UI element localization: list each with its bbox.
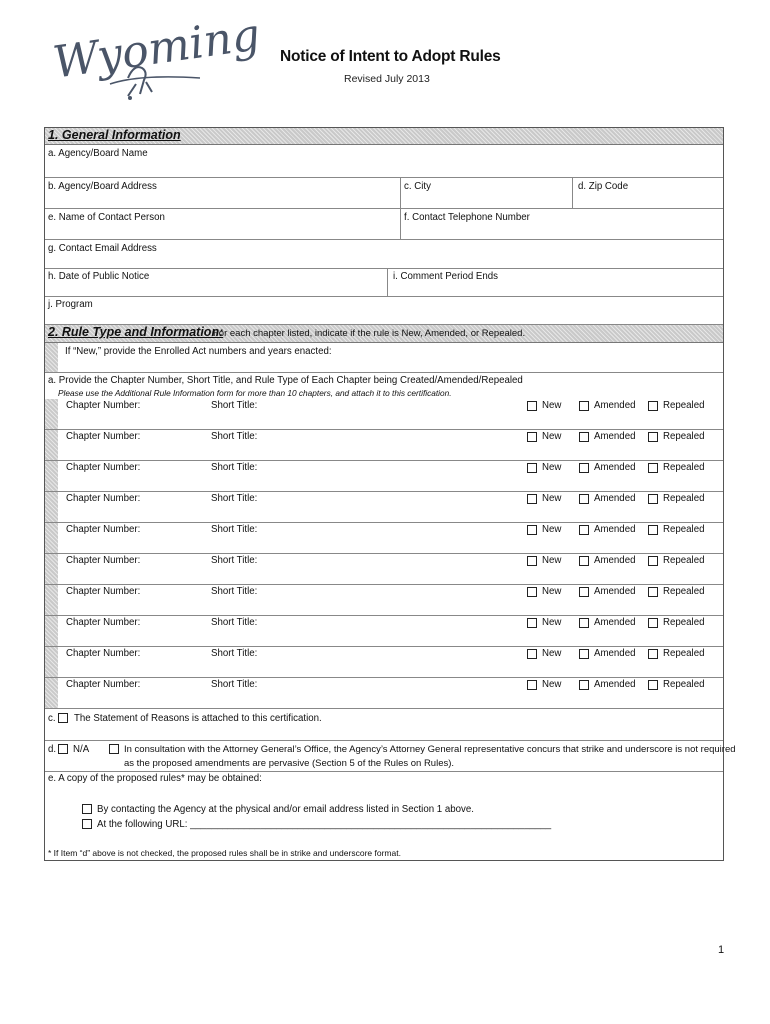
repealed-checkbox[interactable] bbox=[648, 432, 658, 442]
chapters-title: a. Provide the Chapter Number, Short Title, and Rule Type of Each Chapter being Created/Amended/Repealed bbox=[48, 375, 523, 386]
ag-consultation-text-2: as the proposed amendments are pervasive (Section 5 of the Rules on Rules). bbox=[124, 758, 455, 769]
row-gutter bbox=[45, 647, 58, 677]
new-label: New bbox=[542, 493, 562, 504]
chapter-row bbox=[45, 616, 723, 647]
short-title-label[interactable]: Short Title: bbox=[211, 679, 258, 690]
repealed-label: Repealed bbox=[663, 431, 705, 442]
short-title-label[interactable]: Short Title: bbox=[211, 493, 258, 504]
contact-email-label: g. Contact Email Address bbox=[48, 243, 157, 254]
new-label: New bbox=[542, 462, 562, 473]
enrolled-act-field[interactable] bbox=[45, 343, 723, 373]
agency-name-label: a. Agency/Board Name bbox=[48, 148, 148, 159]
public-notice-date-label[interactable]: h. Date of Public Notice bbox=[48, 271, 150, 282]
repealed-checkbox[interactable] bbox=[648, 401, 658, 411]
contact-email-field[interactable] bbox=[45, 240, 723, 269]
repealed-checkbox[interactable] bbox=[648, 618, 658, 628]
contact-phone-label[interactable]: f. Contact Telephone Number bbox=[404, 212, 530, 223]
new-label: New bbox=[542, 400, 562, 411]
ag-consultation-checkbox[interactable] bbox=[109, 744, 119, 754]
repealed-checkbox[interactable] bbox=[648, 649, 658, 659]
chapter-row bbox=[45, 678, 723, 709]
amended-label: Amended bbox=[594, 493, 636, 504]
repealed-label: Repealed bbox=[663, 524, 705, 535]
amended-label: Amended bbox=[594, 586, 636, 597]
comment-period-label[interactable]: i. Comment Period Ends bbox=[393, 271, 498, 282]
contact-agency-checkbox[interactable] bbox=[82, 804, 92, 814]
new-label: New bbox=[542, 617, 562, 628]
section-2-header bbox=[45, 325, 723, 343]
chapter-number-label[interactable]: Chapter Number: bbox=[66, 648, 141, 659]
repealed-checkbox[interactable] bbox=[648, 494, 658, 504]
repealed-label: Repealed bbox=[663, 586, 705, 597]
item-d-label: d. bbox=[48, 744, 57, 755]
short-title-label[interactable]: Short Title: bbox=[211, 462, 258, 473]
amended-checkbox[interactable] bbox=[579, 494, 589, 504]
repealed-checkbox[interactable] bbox=[648, 587, 658, 597]
url-field[interactable]: At the following URL: ___________________________________________________________________ bbox=[97, 819, 552, 830]
chapter-number-label[interactable]: Chapter Number: bbox=[66, 431, 141, 442]
copy-obtained-title: e. A copy of the proposed rules* may be obtained: bbox=[48, 773, 262, 784]
repealed-label: Repealed bbox=[663, 555, 705, 566]
new-label: New bbox=[542, 555, 562, 566]
address-row bbox=[45, 178, 723, 209]
new-checkbox[interactable] bbox=[527, 525, 537, 535]
chapter-number-label[interactable]: Chapter Number: bbox=[66, 400, 141, 411]
chapter-row bbox=[45, 492, 723, 523]
row-gutter bbox=[45, 616, 58, 646]
chapter-number-label[interactable]: Chapter Number: bbox=[66, 586, 141, 597]
chapter-row bbox=[45, 461, 723, 492]
chapter-row bbox=[45, 647, 723, 678]
short-title-label[interactable]: Short Title: bbox=[211, 524, 258, 535]
amended-label: Amended bbox=[594, 400, 636, 411]
statement-checkbox[interactable] bbox=[58, 713, 68, 723]
copy-obtained-section bbox=[45, 771, 723, 861]
amended-label: Amended bbox=[594, 462, 636, 473]
new-checkbox[interactable] bbox=[527, 494, 537, 504]
amended-checkbox[interactable] bbox=[579, 587, 589, 597]
amended-label: Amended bbox=[594, 679, 636, 690]
repealed-label: Repealed bbox=[663, 617, 705, 628]
repealed-checkbox[interactable] bbox=[648, 525, 658, 535]
chapter-number-label[interactable]: Chapter Number: bbox=[66, 462, 141, 473]
amended-label: Amended bbox=[594, 555, 636, 566]
new-checkbox[interactable] bbox=[527, 401, 537, 411]
agency-address-label[interactable]: b. Agency/Board Address bbox=[48, 181, 157, 192]
chapter-number-label[interactable]: Chapter Number: bbox=[66, 493, 141, 504]
row-gutter bbox=[45, 523, 58, 553]
notice-dates-row bbox=[45, 269, 723, 297]
row-gutter bbox=[45, 554, 58, 584]
new-label: New bbox=[542, 431, 562, 442]
repealed-label: Repealed bbox=[663, 400, 705, 411]
strike-underscore-row bbox=[45, 741, 736, 771]
short-title-label[interactable]: Short Title: bbox=[211, 648, 258, 659]
repealed-label: Repealed bbox=[663, 493, 705, 504]
repealed-label: Repealed bbox=[663, 679, 705, 690]
new-checkbox[interactable] bbox=[527, 587, 537, 597]
enrolled-act-label: If “New,” provide the Enrolled Act numbers and years enacted: bbox=[65, 346, 332, 357]
new-checkbox[interactable] bbox=[527, 432, 537, 442]
row-gutter bbox=[45, 678, 58, 708]
amended-checkbox[interactable] bbox=[579, 463, 589, 473]
zip-code-label[interactable]: d. Zip Code bbox=[578, 181, 629, 192]
chapter-number-label[interactable]: Chapter Number: bbox=[66, 679, 141, 690]
amended-label: Amended bbox=[594, 617, 636, 628]
svg-text:Wyoming: Wyoming bbox=[50, 9, 264, 89]
short-title-label[interactable]: Short Title: bbox=[211, 400, 258, 411]
amended-checkbox[interactable] bbox=[579, 432, 589, 442]
city-label[interactable]: c. City bbox=[404, 181, 431, 192]
chapter-row bbox=[45, 523, 723, 554]
repealed-checkbox[interactable] bbox=[648, 463, 658, 473]
row-gutter bbox=[45, 399, 58, 429]
chapters-note: Please use the Additional Rule Information form for more than 10 chapters, and attach it to this certification. bbox=[58, 388, 452, 398]
statement-row bbox=[45, 710, 723, 741]
wyoming-logo bbox=[50, 9, 264, 107]
repealed-checkbox[interactable] bbox=[648, 680, 658, 690]
chapter-row bbox=[45, 585, 723, 616]
program-label: j. Program bbox=[48, 299, 93, 310]
amended-checkbox[interactable] bbox=[579, 649, 589, 659]
revised-date: Revised July 2013 bbox=[344, 73, 430, 85]
new-label: New bbox=[542, 648, 562, 659]
short-title-label[interactable]: Short Title: bbox=[211, 555, 258, 566]
new-label: New bbox=[542, 679, 562, 690]
chapter-number-label[interactable]: Chapter Number: bbox=[66, 524, 141, 535]
section-2-note: For each chapter listed, indicate if the rule is New, Amended, or Repealed. bbox=[213, 328, 526, 339]
short-title-label[interactable]: Short Title: bbox=[211, 586, 258, 597]
section-1-header bbox=[45, 128, 723, 145]
section-1-title: 1. General Information bbox=[48, 128, 181, 142]
chapter-number-label[interactable]: Chapter Number: bbox=[66, 555, 141, 566]
contact-row bbox=[45, 209, 723, 240]
section-2-title: 2. Rule Type and Information: bbox=[48, 325, 224, 339]
item-c-label: c. bbox=[48, 713, 56, 724]
row-gutter bbox=[45, 461, 58, 491]
na-checkbox[interactable] bbox=[58, 744, 68, 754]
new-checkbox[interactable] bbox=[527, 649, 537, 659]
contact-person-label[interactable]: e. Name of Contact Person bbox=[48, 212, 165, 223]
chapter-number-label[interactable]: Chapter Number: bbox=[66, 617, 141, 628]
short-title-label[interactable]: Short Title: bbox=[211, 617, 258, 628]
program-field[interactable] bbox=[45, 297, 723, 325]
chapter-row bbox=[45, 430, 723, 461]
contact-agency-text: By contacting the Agency at the physical and/or email address listed in Section 1 above. bbox=[97, 804, 474, 815]
repealed-label: Repealed bbox=[663, 462, 705, 473]
agency-name-field[interactable] bbox=[45, 145, 723, 178]
row-gutter bbox=[45, 430, 58, 460]
footnote: * If Item “d” above is not checked, the proposed rules shall be in strike and underscore format. bbox=[48, 848, 401, 858]
row-gutter bbox=[45, 492, 58, 522]
chapter-row bbox=[45, 554, 723, 585]
amended-label: Amended bbox=[594, 524, 636, 535]
repealed-checkbox[interactable] bbox=[648, 556, 658, 566]
chapter-row bbox=[45, 384, 723, 430]
amended-checkbox[interactable] bbox=[579, 525, 589, 535]
new-checkbox[interactable] bbox=[527, 556, 537, 566]
url-checkbox[interactable] bbox=[82, 819, 92, 829]
ag-consultation-text-1: In consultation with the Attorney General’s Office, the Agency’s Attorney General representative concurs that strike and underscore is not required bbox=[124, 744, 736, 755]
short-title-label[interactable]: Short Title: bbox=[211, 431, 258, 442]
page-number: 1 bbox=[718, 944, 725, 956]
amended-checkbox[interactable] bbox=[579, 618, 589, 628]
amended-checkbox[interactable] bbox=[579, 401, 589, 411]
new-label: New bbox=[542, 586, 562, 597]
statement-text: The Statement of Reasons is attached to this certification. bbox=[74, 713, 322, 724]
row-gutter bbox=[45, 585, 58, 615]
new-checkbox[interactable] bbox=[527, 463, 537, 473]
amended-label: Amended bbox=[594, 431, 636, 442]
na-label: N/A bbox=[73, 744, 90, 755]
amended-checkbox[interactable] bbox=[579, 680, 589, 690]
new-checkbox[interactable] bbox=[527, 618, 537, 628]
notice-form bbox=[44, 127, 736, 861]
amended-checkbox[interactable] bbox=[579, 556, 589, 566]
amended-label: Amended bbox=[594, 648, 636, 659]
repealed-label: Repealed bbox=[663, 648, 705, 659]
new-checkbox[interactable] bbox=[527, 680, 537, 690]
new-label: New bbox=[542, 524, 562, 535]
